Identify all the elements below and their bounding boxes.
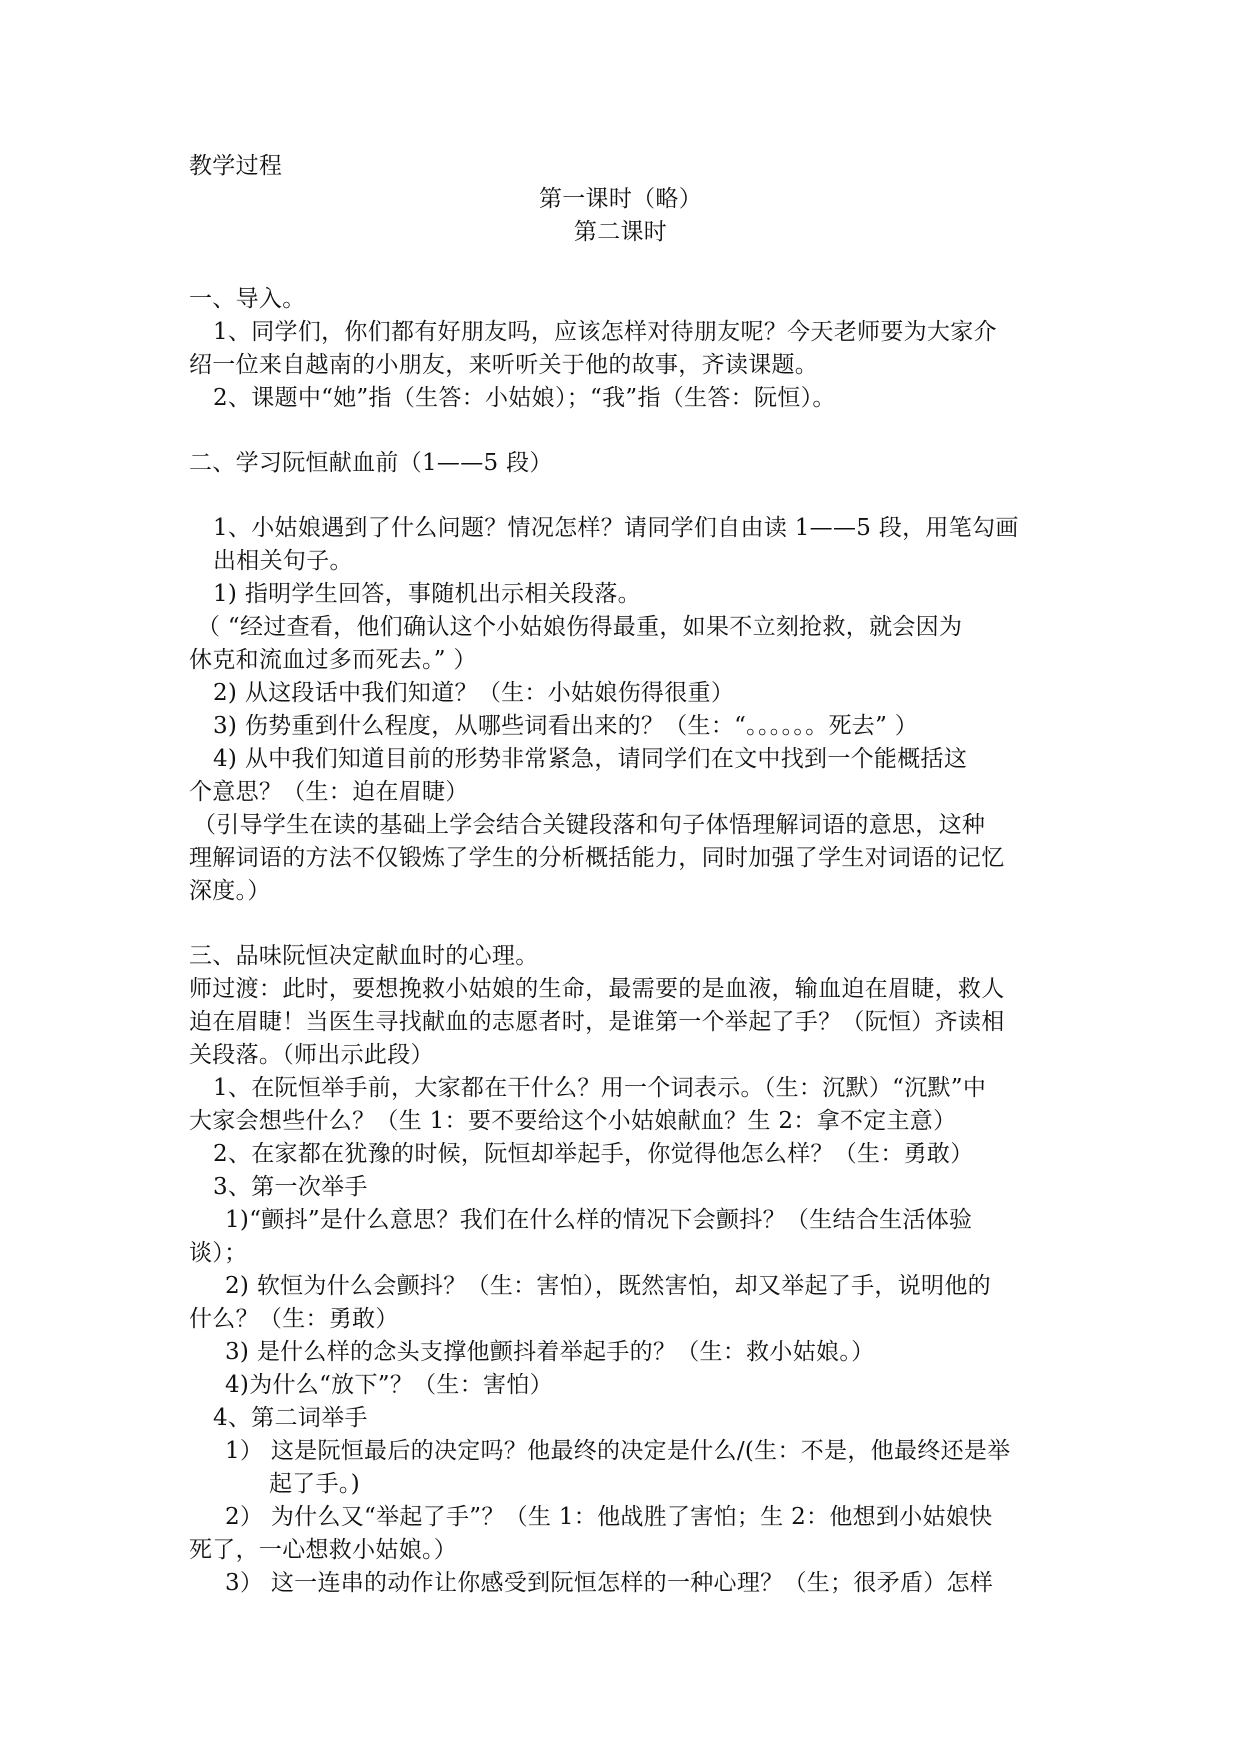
text-line: 1) 指明学生回答，事随机出示相关段落。 xyxy=(213,581,641,607)
text-line: 深度。） xyxy=(189,878,271,904)
text-line: 1)“颤抖”是什么意思？我们在什么样的情况下会颤抖？（生结合生活体验 xyxy=(225,1207,973,1233)
text-line: 休克和流血过多而死去。” ） xyxy=(189,647,477,673)
text-line: 2、在家都在犹豫的时候，阮恒却举起手，你觉得他怎么样？（生：勇敢） xyxy=(213,1141,974,1167)
text-line: 理解词语的方法不仅锻炼了学生的分析概括能力，同时加强了学生对词语的记忆 xyxy=(189,845,1005,871)
text-line: 二、学习阮恒献血前（1——5 段） xyxy=(189,450,553,476)
text-line: 出相关句子。 xyxy=(213,548,353,574)
text-line: 起了手。) xyxy=(269,1471,360,1497)
text-line: 死了，一心想救小姑娘。） xyxy=(189,1537,458,1563)
text-line: （引导学生在读的基础上学会结合关键段落和句子体悟理解词语的意思，这种 xyxy=(193,812,986,838)
text-line: 2) 软恒为什么会颤抖？（生：害怕），既然害怕，却又举起了手，说明他的 xyxy=(225,1273,991,1299)
text-line: 迫在眉睫！当医生寻找献血的志愿者时，是谁第一个举起了手？（阮恒）齐读相 xyxy=(189,1009,1005,1035)
text-line: 3) 是什么样的念头支撑他颤抖着举起手的？（生：救小姑娘。） xyxy=(225,1339,875,1365)
text-line: 师过渡：此时，要想挽救小姑娘的生命，最需要的是血液，输血迫在眉睫，救人 xyxy=(189,976,1005,1002)
text-line: 谈）； xyxy=(189,1240,248,1266)
text-line: 2、课题中“她”指（生答：小姑娘）；“我”指（生答：阮恒）。 xyxy=(213,385,836,411)
text-line: 3、第一次举手 xyxy=(213,1174,368,1200)
text-line: 关段落。（师出示此段） xyxy=(189,1042,434,1068)
text-line: 2) 从这段话中我们知道？（生：小姑娘伤得很重） xyxy=(213,680,735,706)
text-line: 什么？（生：勇敢） xyxy=(189,1306,399,1332)
text-line: 2） 为什么又“举起了手”？（生 1：他战胜了害怕；生 2：他想到小姑娘快 xyxy=(225,1504,993,1530)
text-line: 1） 这是阮恒最后的决定吗？他最终的决定是什么/(生：不是，他最终还是举 xyxy=(225,1438,1011,1464)
text-line: 3） 这一连串的动作让你感受到阮恒怎样的一种心理？（生；很矛盾）怎样 xyxy=(225,1570,994,1596)
section-heading: 教学过程 xyxy=(189,153,283,179)
text-line: 3) 伤势重到什么程度，从哪些词看出来的？（生：“。。。。。。死去” ） xyxy=(213,713,919,739)
lesson-two-title: 第二课时 xyxy=(573,219,668,245)
text-line: （ “经过查看，他们确认这个小姑娘伤得最重，如果不立刻抢救，就会因为 xyxy=(197,614,963,640)
text-line: 1、小姑娘遇到了什么问题？情况怎样？请同学们自由读 1——5 段，用笔勾画 xyxy=(213,515,1019,541)
text-line: 三、品味阮恒决定献血时的心理。 xyxy=(189,943,539,969)
text-line: 1、在阮恒举手前，大家都在干什么？用一个词表示。（生：沉默）“沉默”中 xyxy=(213,1075,987,1101)
text-line: 4、第二词举手 xyxy=(213,1405,368,1431)
text-line: 绍一位来自越南的小朋友，来听听关于他的故事，齐读课题。 xyxy=(189,352,819,378)
text-line: 一、导入。 xyxy=(189,286,306,312)
lesson-one-title: 第一课时（略） xyxy=(538,186,703,212)
text-line: 1、同学们，你们都有好朋友吗，应该怎样对待朋友呢？今天老师要为大家介 xyxy=(213,319,997,345)
text-line: 大家会想些什么？（生 1：要不要给这个小姑娘献血？生 2：拿不定主意） xyxy=(189,1108,957,1134)
text-line: 个意思？（生：迫在眉睫） xyxy=(189,779,469,805)
text-line: 4)为什么“放下”？（生：害怕） xyxy=(225,1372,553,1398)
text-line: 4) 从中我们知道目前的形势非常紧急，请同学们在文中找到一个能概括这 xyxy=(213,746,968,772)
